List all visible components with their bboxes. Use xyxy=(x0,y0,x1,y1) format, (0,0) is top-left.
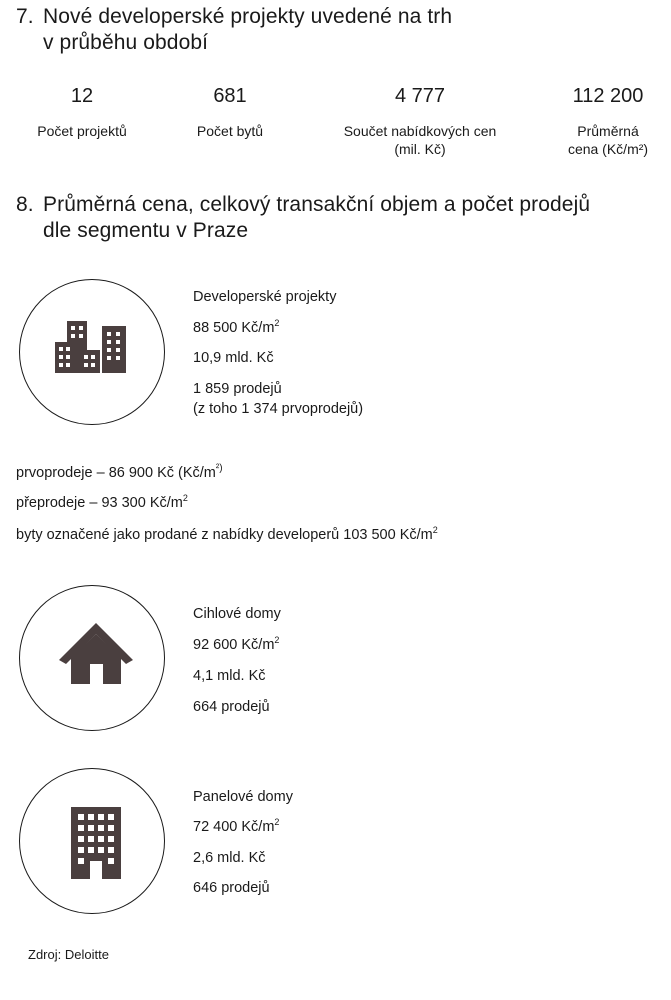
section-8-number: 8. xyxy=(16,193,34,216)
section-7-title-line1: Nové developerské projekty uvedené na trh xyxy=(43,5,453,28)
segment-sales: 664 prodejů xyxy=(193,699,270,715)
segment-volume: 10,9 mld. Kč xyxy=(193,350,274,366)
segment-price: 92 600 $Kč/m^2$ xyxy=(193,635,280,653)
section-8-title-line1: Průměrná cena, celkový transakční objem a počet prodejů xyxy=(43,193,591,216)
segment-name: Cihlové domy xyxy=(193,606,281,622)
section-8-heading xyxy=(16,192,666,248)
segment-volume: 4,1 mld. Kč xyxy=(193,668,266,684)
stat-label-avg-price: Průměrná cena (Kč/m²) xyxy=(567,123,649,157)
note-developer-sold: byty označené jako prodané z nabídky developerů 103 500 $Kč/m^2$ xyxy=(16,525,438,543)
segment-sales: 646 prodejů xyxy=(193,880,270,896)
segment-volume: 2,6 mld. Kč xyxy=(193,850,266,866)
segment-price: 88 500 $Kč/m^2$ xyxy=(193,318,280,336)
stat-label-projects: Počet projektů xyxy=(37,123,127,139)
section-7-title-line2: v průběhu období xyxy=(43,31,209,54)
section-8-title-line2: dle segmentu v Praze xyxy=(43,219,249,242)
segment-icon-circle xyxy=(19,585,165,731)
note-first-sales: prvoprodeje – 86 900 Kč ($Kč/m^{^2)}$ xyxy=(16,463,223,481)
stat-value-offer-sum: 4 777 xyxy=(394,85,446,107)
stat-value-projects: 12 xyxy=(70,85,94,107)
segment-icon-circle xyxy=(19,768,165,914)
segment-name: Panelové domy xyxy=(193,789,293,805)
stat-label-offer-sum: Součet nabídkových cen (mil. Kč) xyxy=(343,123,497,157)
segment-sales-note: (z toho 1 374 prvoprodejů) xyxy=(193,401,364,417)
office-buildings-icon xyxy=(20,280,166,426)
stat-value-avg-price: 112 200 xyxy=(572,85,644,107)
stat-label-flats: Počet bytů xyxy=(196,123,264,139)
segment-sales: 1 859 prodejů xyxy=(193,381,282,397)
segment-name: Developerské projekty xyxy=(193,289,337,305)
section-7-number: 7. xyxy=(16,5,34,28)
source-note: Zdroj: Deloitte xyxy=(28,947,109,962)
segment-price: 72 400 $Kč/m^2$ xyxy=(193,817,280,835)
note-resales: přeprodeje – 93 300 $Kč/m^2$ xyxy=(16,493,188,511)
apartment-block-icon xyxy=(20,769,166,915)
stat-value-flats: 681 xyxy=(213,85,247,107)
house-icon xyxy=(20,586,166,732)
segment-icon-circle xyxy=(19,279,165,425)
section-7-heading xyxy=(16,4,636,60)
